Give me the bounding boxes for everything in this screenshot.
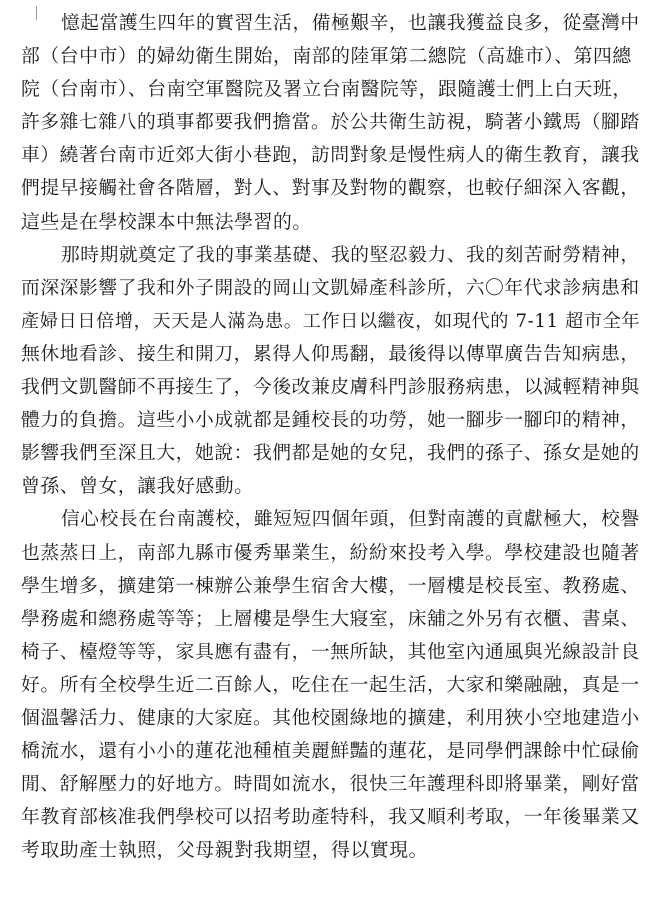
text-line: 橋流水，還有小小的蓮花池種植美麗鮮豔的蓮花，是同學們課餘中忙碌偷 bbox=[21, 741, 640, 763]
text-line: 學務處和總務處等等；上層樓是學生大寢室，床舖之外另有衣櫃、書桌、 bbox=[21, 608, 640, 630]
document-body bbox=[21, 7, 639, 867]
text-line: 許多雜七雜八的瑣事都要我們擔當。於公共衛生訪視，騎著小鐵馬（腳踏 bbox=[21, 112, 640, 134]
text-line: 部（台中市）的婦幼衛生開始，南部的陸軍第二總院（高雄市）、第四總 bbox=[21, 46, 632, 68]
text-line: 院（台南市）、台南空軍醫院及署立台南醫院等，跟隨護士們上白天班， bbox=[21, 79, 632, 101]
text-line: 年教育部核准我們學校可以招考助產特科，我又順利考取，一年後畢業又 bbox=[21, 807, 640, 829]
text-line: 這些是在學校課本中無法學習的。 bbox=[21, 211, 312, 233]
paragraph bbox=[21, 7, 639, 239]
text-line: 憶起當護生四年的實習生活，備極艱辛，也讓我獲益良多，從臺灣中 bbox=[61, 13, 640, 34]
text-line: 學生增多，擴建第一棟辦公兼學生宿舍大樓，一層樓是校長室、教務處、 bbox=[21, 575, 640, 597]
text-line: 也蒸蒸日上，南部九縣市優秀畢業生，紛紛來投考入學。學校建設也隨著 bbox=[21, 542, 640, 564]
text-line: 椅子、檯燈等等，家具應有盡有，一無所缺，其他室內通風與光線設計良 bbox=[21, 641, 640, 663]
text-line: 體力的負擔。這些小小成就都是鍾校長的功勞，她一腳步一腳印的精神， bbox=[21, 410, 640, 432]
paragraph bbox=[21, 503, 639, 867]
paragraph bbox=[21, 239, 639, 504]
text-line: 影響我們至深且大，她說：我們都是她的女兒，我們的孫子、孫女是她的 bbox=[21, 443, 640, 465]
text-line: 那時期就奠定了我的事業基礎、我的堅忍毅力、我的刻苦耐勞精神， bbox=[61, 244, 640, 266]
text-line: 曾孫、曾女，讓我好感動。 bbox=[21, 476, 254, 498]
text-line: 閒、舒解壓力的好地方。時間如流水，很快三年護理科即將畢業，剛好當 bbox=[21, 774, 640, 796]
text-line: 我們文凱醫師不再接生了，今後改兼皮膚科門診服務病患，以減輕精神與 bbox=[21, 377, 640, 399]
text-line: 信心校長在台南護校，雖短短四個年頭，但對南護的貢獻極大，校譽 bbox=[61, 509, 640, 531]
text-line: 個溫馨活力、健康的大家庭。其他校園綠地的擴建，利用狹小空地建造小 bbox=[21, 707, 640, 729]
text-line: 而深深影響了我和外子開設的岡山文凱婦產科診所，六〇年代求診病患和 bbox=[21, 277, 640, 299]
text-line: 好。所有全校學生近二百餘人，吃住在一起生活，大家和樂融融，真是一 bbox=[21, 674, 640, 696]
text-line: 無休地看診、接生和開刀，累得人仰馬翻，最後得以傳單廣告告知病患， bbox=[21, 343, 640, 365]
text-line: 們提早接觸社會各階層，對人、對事及對物的觀察，也較仔細深入客觀， bbox=[21, 178, 640, 200]
text-line: 產婦日日倍增，天天是人滿為患。工作日以繼夜，如現代的 7-11 超市全年 bbox=[21, 310, 641, 332]
text-line: 考取助產士執照，父母親對我期望，得以實現。 bbox=[21, 840, 429, 862]
text-line: 車）繞著台南市近郊大街小巷跑，訪問對象是慢性病人的衛生教育，讓我 bbox=[21, 145, 640, 167]
